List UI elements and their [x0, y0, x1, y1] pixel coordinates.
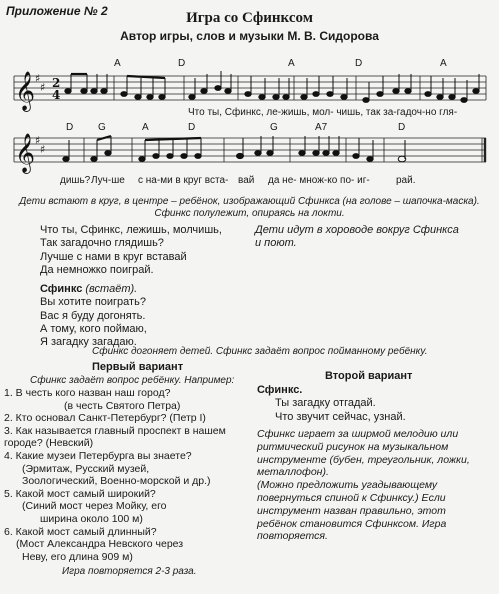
svg-text:♯: ♯ — [40, 143, 46, 156]
chord-label: G — [270, 122, 278, 133]
song-title: Игра со Сфинксом — [186, 10, 313, 26]
chord-label: A — [114, 58, 121, 69]
appendix-label: Приложение № 2 — [6, 4, 108, 18]
lyric-syllable: с на-ми в круг вста- — [138, 175, 229, 186]
chord-label: D — [188, 122, 196, 133]
lyric-syllable: дишь? — [60, 175, 91, 186]
chord-label: A7 — [315, 122, 328, 133]
svg-text:𝄞: 𝄞 — [15, 133, 36, 173]
lyric-syllable: Луч-ше — [91, 175, 125, 186]
variant-1-intro: Сфинкс задаёт вопрос ребёнку. Например: — [30, 375, 235, 386]
verse-1: Что ты, Сфинкс, лежишь, молчишь, Так загадочно глядишь? Лучше с нами в круг вставай Да немножко поиграй. — [40, 224, 222, 276]
variant-2-description: Сфинкс играет за ширмой мелодию или ритмический рисунок на музыкальном инструменте (бубен, треугольник, ложки, металлофон). (Можно предложить угадывающему повернуться спиной к Сфинксу.) Если инструмент назван правильно, этот ребёнок становится Сфинксом. Игра повторяется. — [257, 428, 470, 543]
chase-note: Сфинкс догоняет детей. Сфинкс задаёт вопрос пойманному ребёнку. — [92, 346, 428, 357]
lyric-syllable: вай — [238, 175, 255, 186]
chord-label: A — [440, 58, 447, 69]
svg-text:♯: ♯ — [35, 134, 41, 147]
chord-label: D — [398, 122, 406, 133]
music-staff-2 — [0, 126, 499, 176]
author-line: Автор игры, слов и музыки М. В. Сидорова — [120, 29, 379, 43]
stage-direction: Дети встают в круг, в центре – ребёнок, изображающий Сфинкса (на голове – шапочка-маска). Сфинкс полулежит, опираясь на локти. — [19, 196, 480, 219]
lyric-syllable: рай. — [396, 175, 416, 186]
chord-label: D — [66, 122, 74, 133]
repeat-note: Игра повторяется 2-3 раза. — [62, 566, 197, 577]
chord-label: D — [178, 58, 186, 69]
chord-label: A — [288, 58, 295, 69]
sphinx-verse: Сфинкс (встаёт). Вы хотите поиграть? Вас я буду догонять. А тому, кого поймаю, Я загадку загадаю. — [40, 283, 147, 349]
variant-2-speaker: Сфинкс. — [257, 384, 303, 396]
variant-2-verse: Сфинкс. Ты загадку отгадай. Что звучит сейчас, узнай. — [257, 384, 406, 423]
lyric-syllable: да не- множ-ко по- иг- — [268, 175, 370, 186]
verse-1-note: Дети идут в хороводе вокруг Сфинкса и поют. — [255, 224, 459, 250]
chord-label: A — [142, 122, 149, 133]
chord-label: G — [98, 122, 106, 133]
variant-2-title: Второй вариант — [325, 370, 413, 382]
svg-text:♯: ♯ — [40, 81, 46, 94]
svg-text:4: 4 — [52, 88, 61, 102]
svg-text:2: 2 — [52, 76, 61, 90]
sharp-icon: ♯ — [35, 72, 41, 85]
chord-label: D — [355, 58, 363, 69]
lyrics-line-1: Что ты, Сфинкс, ле-жишь, мол- чишь, так за-гадоч-но гля- — [188, 107, 458, 118]
sphinx-remark: (встаёт). — [85, 283, 138, 295]
sphinx-label: Сфинкс — [40, 283, 83, 295]
variant-1-questions: 1. В честь кого назван наш город? (в честь Святого Петра) 2. Кто основал Санкт-Петербург? (Петр I) 3. Как называется главный проспект в нашем городе? (Невский) 4. Какие музеи Петербурга вы знаете? (Эрмитаж, Русский музей, Зоологический, Военно-морской и др.) 5. Какой мост самый широкий? (Синий мост через Мойку, его ширина около 100 м) 6. Какой мост самый длинный? (Мост Александра Невского через Неву, его длина 909 м) — [4, 387, 226, 563]
treble-clef-icon: 𝄞 — [15, 71, 36, 111]
variant-1-title: Первый вариант — [92, 361, 184, 373]
